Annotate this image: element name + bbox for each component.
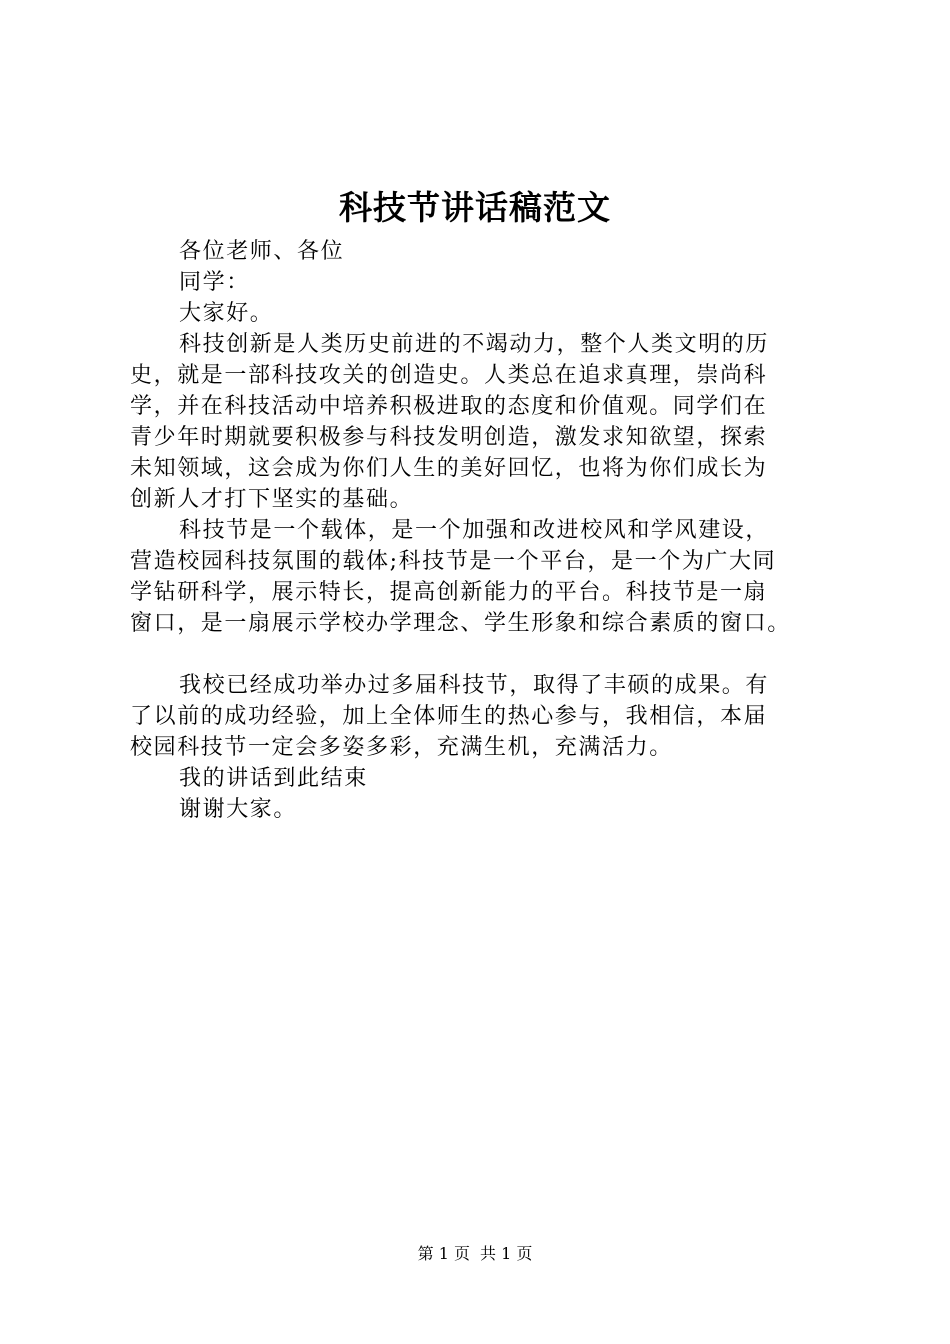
text-line: 科技节是一个载体，是一个加强和改进校风和学风建设， xyxy=(179,518,770,543)
text-line: 学钻研科学，展示特长，提高创新能力的平台。科技节是一扇 xyxy=(130,580,768,605)
text-line: 谢谢大家。 xyxy=(179,797,298,822)
blank-line xyxy=(130,639,830,670)
text-line: 史，就是一部科技攻关的创造史。人类总在追求真理，崇尚科 xyxy=(130,363,768,388)
text-line: 校园科技节一定会多姿多彩，充满生机，充满活力。 xyxy=(130,735,673,760)
text-line: 科技创新是人类历史前进的不竭动力，整个人类文明的历 xyxy=(179,332,770,357)
text-line: 学，并在科技活动中培养积极进取的态度和价值观。同学们在 xyxy=(130,394,768,419)
document-body xyxy=(130,236,830,825)
text-line: 我的讲话到此结束 xyxy=(179,766,368,791)
document-title: 科技节讲话稿范文 xyxy=(339,188,611,227)
text-line: 窗口，是一扇展示学校办学理念、学生形象和综合素质的窗口。 xyxy=(130,611,791,636)
page-number: 第 1 页 xyxy=(417,1244,470,1263)
page-total: 共 1 页 xyxy=(480,1244,533,1263)
text-line: 创新人才打下坚实的基础。 xyxy=(130,487,414,512)
text-line: 营造校园科技氛围的载体;科技节是一个平台，是一个为广大同 xyxy=(130,549,777,574)
text-line: 了以前的成功经验，加上全体师生的热心参与，我相信，本届 xyxy=(130,704,768,729)
text-line: 同学： xyxy=(179,270,250,295)
text-line: 未知领域，这会成为你们人生的美好回忆，也将为你们成长为 xyxy=(130,456,768,481)
text-line: 我校已经成功举办过多届科技节，取得了丰硕的成果。有 xyxy=(179,673,770,698)
page-footer xyxy=(0,1242,950,1266)
text-line: 大家好。 xyxy=(179,301,274,326)
text-line: 青少年时期就要积极参与科技发明创造，激发求知欲望，探索 xyxy=(130,425,768,450)
text-line: 各位老师、各位 xyxy=(179,239,345,264)
